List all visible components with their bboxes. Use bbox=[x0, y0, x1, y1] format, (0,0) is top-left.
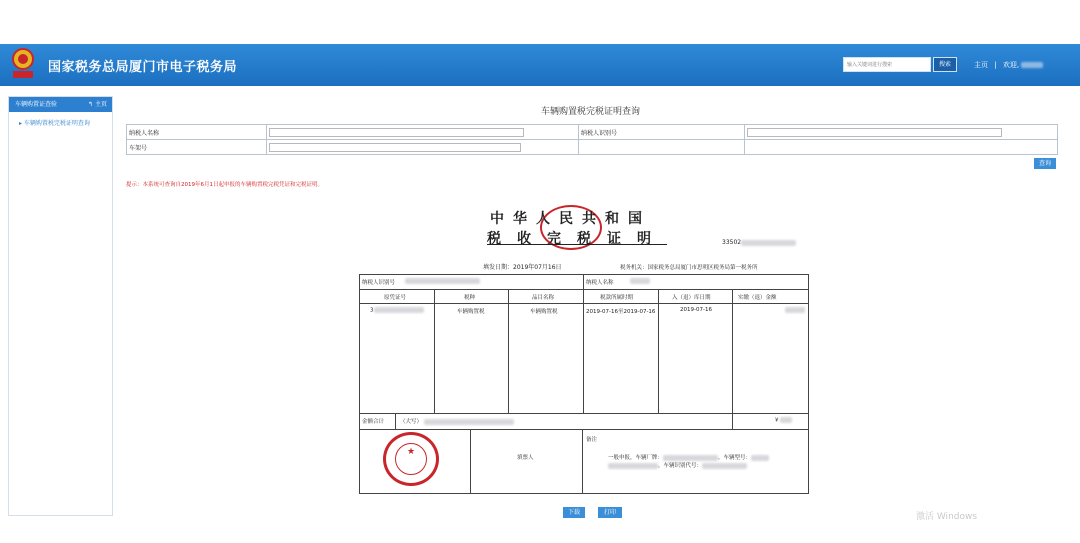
table-row bbox=[360, 304, 808, 414]
divider bbox=[582, 430, 583, 493]
windows-activation-watermark: 激活 Windows bbox=[916, 512, 978, 522]
tip-text: 提示：本系统可查询自2019年6月1日起申报的车辆购置税完税凭证和完税证明。 bbox=[126, 182, 323, 188]
certificate-heading-line2: 税收完税证明 bbox=[487, 231, 667, 247]
redacted-value bbox=[780, 417, 792, 423]
col-date: 入（退）库日期 bbox=[672, 295, 711, 301]
period-value: 2019-07-16至2019-07-16 bbox=[586, 309, 656, 315]
query-button[interactable]: 查询 bbox=[1034, 158, 1056, 169]
certificate-number bbox=[722, 239, 796, 246]
divider bbox=[583, 275, 584, 290]
page-title: 车辆购置税完税证明查询 bbox=[540, 107, 640, 117]
sidebar-item-vehicle-tax-query[interactable]: ▸ 车辆购置税完税证明查询 bbox=[19, 120, 90, 127]
col-item-name: 品目名称 bbox=[532, 295, 555, 301]
divider bbox=[470, 430, 471, 493]
divider bbox=[583, 290, 584, 414]
remark-model-label: ，车辆型号： bbox=[718, 455, 752, 461]
print-button[interactable]: 打印 bbox=[598, 507, 622, 518]
top-nav bbox=[974, 60, 1043, 70]
tax-office-seal bbox=[383, 432, 439, 486]
divider bbox=[732, 290, 733, 414]
redacted-value bbox=[374, 307, 424, 313]
nav-separator: | bbox=[994, 61, 997, 69]
voucher-prefix: 3 bbox=[370, 307, 374, 314]
date-value: 2019-07-16 bbox=[680, 307, 712, 313]
redacted-value bbox=[751, 455, 769, 461]
certificate-number-redacted bbox=[741, 240, 796, 246]
search-button[interactable]: 搜索 bbox=[933, 57, 957, 72]
taxpayer-id-cell bbox=[745, 125, 1058, 140]
download-button[interactable]: 下载 bbox=[563, 507, 585, 518]
redacted-value bbox=[630, 278, 650, 284]
cert-taxpayer-id-label: 纳税人识别号 bbox=[362, 280, 396, 286]
remark-line2 bbox=[608, 461, 747, 469]
divider bbox=[508, 290, 509, 414]
total-amount bbox=[775, 417, 792, 424]
redacted-value bbox=[405, 278, 480, 284]
cert-taxpayer-id-value bbox=[405, 278, 480, 285]
taxpayer-name-field[interactable] bbox=[269, 128, 524, 137]
col-tax-type: 税种 bbox=[464, 295, 476, 301]
nav-welcome-text: 欢迎, bbox=[1002, 61, 1020, 69]
plate-cell bbox=[267, 140, 579, 155]
total-label: 金额合计 bbox=[362, 419, 385, 425]
col-voucher: 原凭证号 bbox=[384, 295, 407, 301]
sidebar bbox=[8, 96, 113, 516]
site-title: 国家税务总局厦门市电子税务局 bbox=[48, 60, 238, 75]
filler-label: 填票人 bbox=[517, 455, 534, 461]
tax-type-value: 车辆购置税 bbox=[457, 309, 485, 315]
col-period: 税款所属时期 bbox=[600, 295, 634, 301]
redacted-value bbox=[424, 419, 514, 425]
divider bbox=[395, 414, 396, 430]
taxpayer-id-field[interactable] bbox=[747, 128, 1002, 137]
search-input[interactable] bbox=[843, 57, 931, 72]
empty-cell bbox=[745, 140, 1058, 155]
total-chinese bbox=[400, 417, 514, 425]
divider bbox=[658, 290, 659, 414]
username-redacted bbox=[1021, 62, 1043, 68]
fill-date: 填发日期：2019年07月16日 bbox=[483, 264, 562, 271]
plate-field[interactable] bbox=[269, 143, 521, 152]
taxpayer-name-cell bbox=[267, 125, 579, 140]
taxpayer-id-label: 纳税人识别号 bbox=[579, 125, 745, 140]
redacted-value bbox=[702, 463, 747, 469]
sidebar-home-link[interactable]: ↰ 主页 bbox=[88, 101, 107, 108]
nav-home-link[interactable]: 主页 bbox=[974, 61, 988, 69]
total-row bbox=[360, 414, 808, 430]
redacted-value bbox=[785, 307, 805, 313]
divider bbox=[732, 414, 733, 430]
cert-taxpayer-name-value bbox=[630, 278, 650, 285]
national-emblem-icon bbox=[10, 47, 36, 81]
taxpayer-name-label: 纳税人名称 bbox=[127, 125, 267, 140]
redacted-value bbox=[608, 463, 658, 469]
empty-cell bbox=[579, 140, 745, 155]
divider bbox=[434, 290, 435, 414]
item-name-value: 车辆购置税 bbox=[530, 309, 558, 315]
column-header-row bbox=[360, 290, 808, 304]
voucher-value bbox=[370, 307, 424, 314]
plate-label: 车架号 bbox=[127, 140, 267, 155]
sidebar-item-label: 车辆购置税完税证明查询 bbox=[23, 120, 90, 127]
sidebar-home-label: 主页 bbox=[94, 101, 107, 108]
col-amount: 实缴（退）金额 bbox=[738, 295, 777, 301]
amount-value bbox=[785, 307, 805, 314]
certificate-number-prefix: 33502 bbox=[722, 239, 742, 246]
remark-line1 bbox=[608, 453, 769, 461]
remark-vin-label: ，车辆识别代号： bbox=[658, 463, 703, 469]
sidebar-heading bbox=[9, 97, 112, 112]
taxpayer-row bbox=[360, 275, 808, 290]
cert-taxpayer-name-label: 纳税人名称 bbox=[586, 280, 614, 286]
currency-symbol: ¥ bbox=[775, 417, 779, 424]
sidebar-heading-label: 车辆购置证查验 bbox=[15, 101, 58, 108]
seal-star-icon: ★ bbox=[406, 447, 416, 457]
remark-label: 备注 bbox=[586, 437, 598, 443]
remark-brand-label: 一般申报，车辆厂牌： bbox=[608, 455, 664, 461]
total-cn-prefix: （大写） bbox=[400, 419, 423, 425]
query-form bbox=[126, 124, 1058, 155]
tax-office: 税务机关：国家税务总局厦门市思明区税务局第一税务所 bbox=[620, 265, 758, 271]
redacted-value bbox=[663, 455, 718, 461]
certificate-heading-line1: 中华人民共和国 bbox=[490, 211, 651, 227]
